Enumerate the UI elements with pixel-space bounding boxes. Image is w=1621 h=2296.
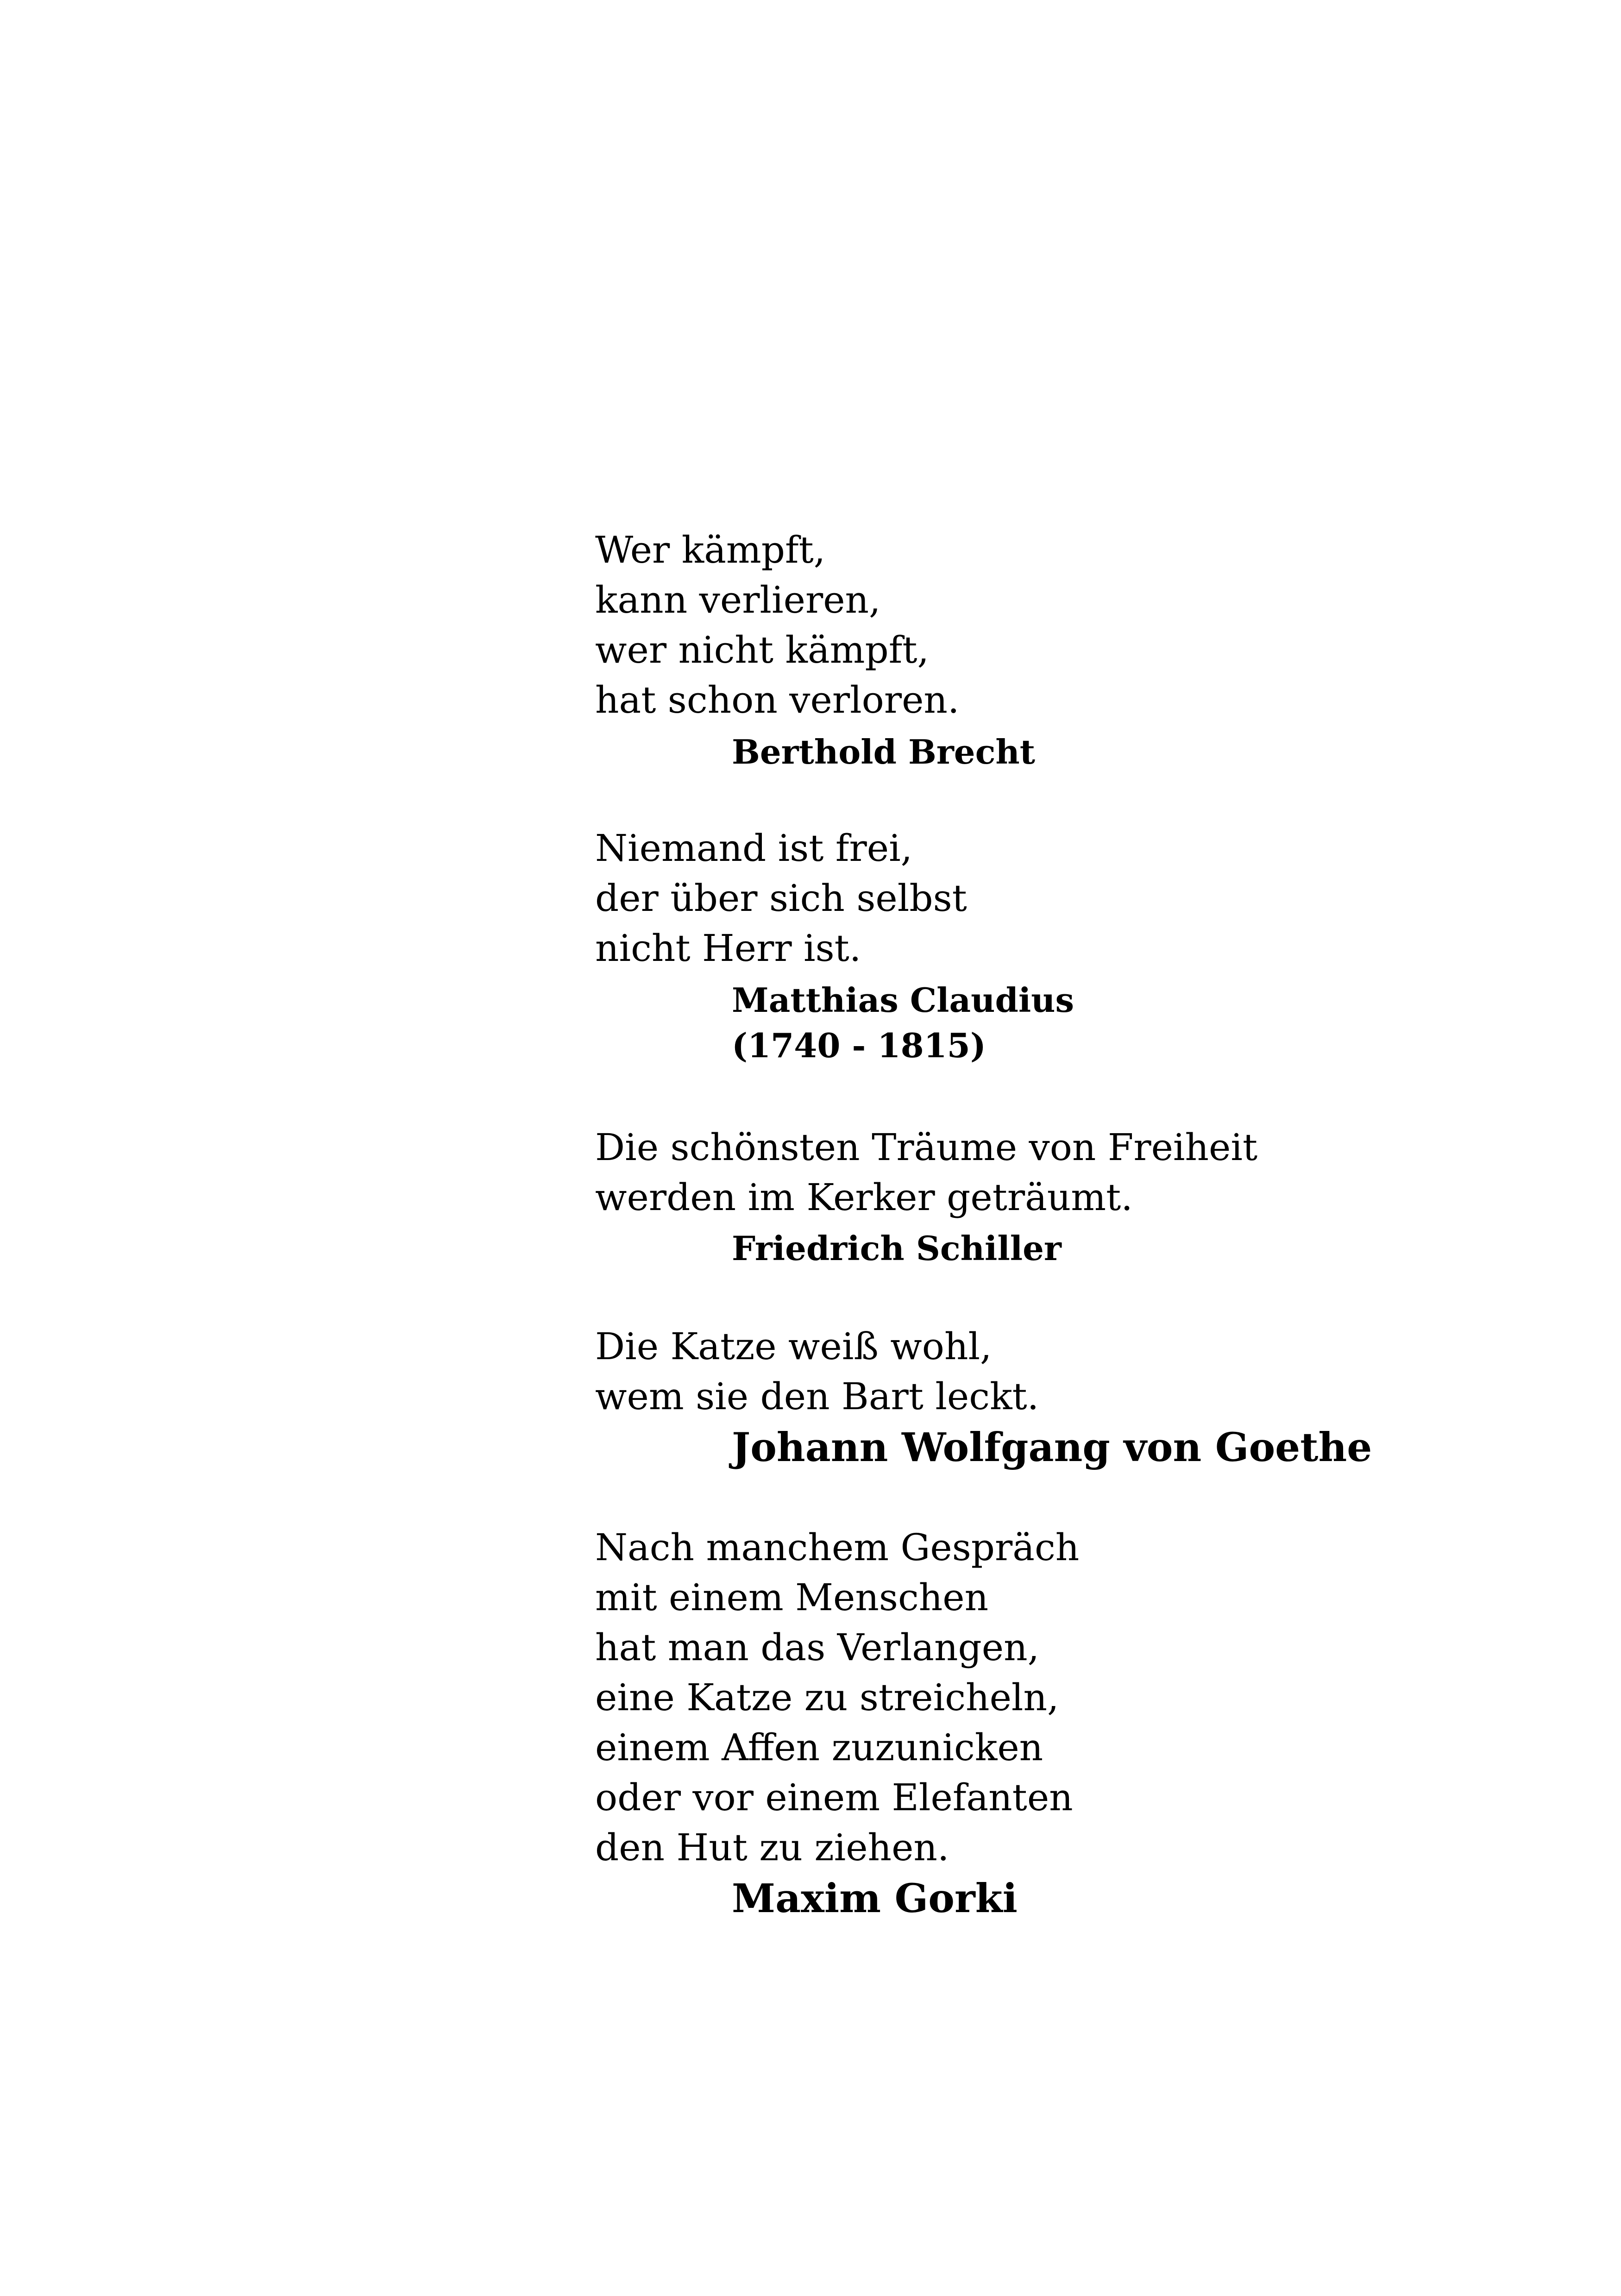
quote-author: Johann Wolfgang von Goethe <box>732 1424 1372 1471</box>
quote-author: Matthias Claudius <box>732 980 1074 1020</box>
quote-line: hat man das Verlangen, <box>595 1626 1040 1669</box>
quote-line: Wer kämpft, <box>595 528 826 571</box>
quote-line: Die schönsten Träume von Freiheit <box>595 1126 1258 1169</box>
quote-line: einem Affen zuzunicken <box>595 1726 1043 1769</box>
quote-line: wer nicht kämpft, <box>595 628 929 671</box>
quote-line: Niemand ist frei, <box>595 827 913 870</box>
quote-author: Friedrich Schiller <box>732 1229 1062 1268</box>
quote-author: Berthold Brecht <box>732 732 1036 772</box>
quote-line: nicht Herr ist. <box>595 927 861 970</box>
quote-line: oder vor einem Elefanten <box>595 1776 1073 1819</box>
quote-line: mit einem Menschen <box>595 1576 989 1619</box>
quote-line: den Hut zu ziehen. <box>595 1826 949 1869</box>
quote-author: Maxim Gorki <box>732 1876 1018 1922</box>
quote-line: Nach manchem Gespräch <box>595 1526 1080 1569</box>
quote-line: eine Katze zu streicheln, <box>595 1676 1059 1719</box>
quote-author-dates: (1740 - 1815) <box>732 1026 986 1065</box>
quote-line: wem sie den Bart leckt. <box>595 1375 1039 1418</box>
quote-line: der über sich selbst <box>595 877 967 920</box>
quote-line: hat schon verloren. <box>595 678 960 721</box>
quote-line: kann verlieren, <box>595 578 881 621</box>
quote-line: Die Katze weiß wohl, <box>595 1325 992 1368</box>
quote-line: werden im Kerker geträumt. <box>595 1176 1133 1219</box>
